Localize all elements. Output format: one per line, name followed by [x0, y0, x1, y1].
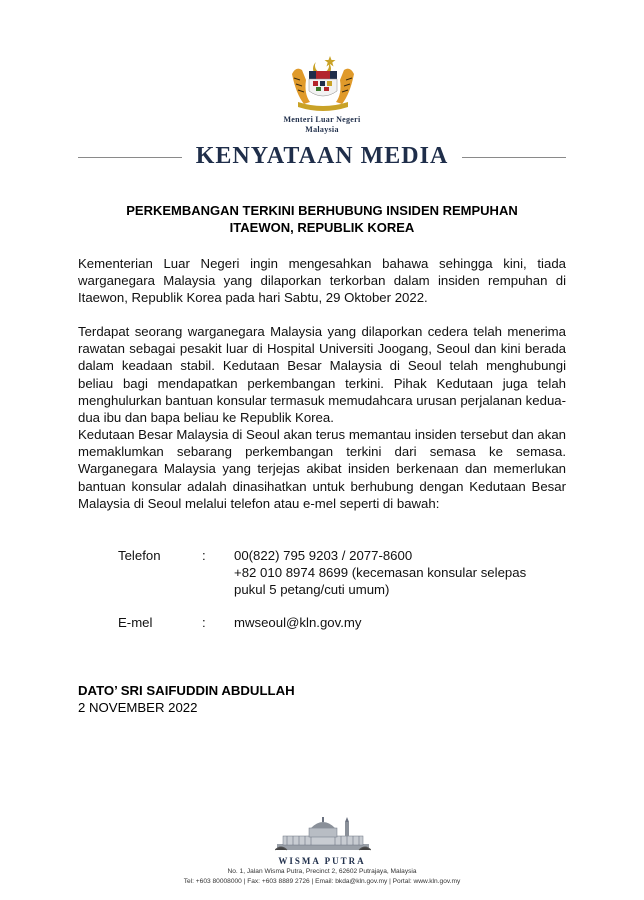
statement-heading-line2: ITAEWON, REPUBLIK KOREA — [229, 220, 415, 235]
title-divider-right — [462, 157, 566, 158]
signatory-name: DATO’ SRI SAIFUDDIN ABDULLAH — [78, 683, 295, 698]
ministry-name-line1: Menteri Luar Negeri — [283, 115, 361, 124]
statement-heading-line1: PERKEMBANGAN TERKINI BERHUBUNG INSIDEN REMPUHAN — [126, 203, 518, 218]
email-label: E-mel — [118, 615, 153, 630]
email-address: mwseoul@kln.gov.my — [234, 615, 362, 630]
footer-address: No. 1, Jalan Wisma Putra, Precinct 2, 62602 Putrajaya, Malaysia — [227, 868, 417, 875]
title-divider-left — [78, 157, 182, 158]
phone-label: Telefon — [118, 548, 161, 563]
wisma-putra-building-icon — [275, 814, 371, 854]
phone-number-main: 00(822) 795 9203 / 2077-8600 — [234, 548, 413, 563]
paragraph-2: Terdapat seorang warganegara Malaysia yang dilaporkan cedera telah menerima rawatan sebagai pesakit luar di Hospital Universiti Joogang, Seoul dan kini berada dalam keadaan stabil. Kedutaan Besar Malaysia di Seoul telah menghubungi beliau bagi mendapatkan perkembangan terkini. Pihak Kedutaan juga telah menghulurkan bantuan konsular termasuk memudahcara urusan perjalanan kedua-dua ibu dan bapa beliau ke Republik Korea. — [78, 324, 566, 426]
coat-of-arms-icon — [286, 52, 360, 114]
footer-building-name: WISMA PUTRA — [278, 856, 366, 866]
email-separator: : — [202, 615, 206, 630]
document-type-title: KENYATAAN MEDIA — [195, 143, 449, 169]
phone-number-emergency-note: pukul 5 petang/cuti umum) — [234, 582, 390, 597]
paragraph-3: Kedutaan Besar Malaysia di Seoul akan terus memantau insiden tersebut dan akan memaklumkan sebarang perkembangan terkini dari semasa ke semasa. Warganegara Malaysia yang terjejas akibat insiden berkenaan dan memerlukan bantuan konsular adalah dinasihatkan untuk berhubung dengan Kedutaan Besar Malaysia di Seoul melalui telefon atau e-mel seperti di bawah: — [78, 427, 566, 511]
statement-date: 2 NOVEMBER 2022 — [78, 700, 198, 715]
ministry-name-line2: Malaysia — [305, 125, 339, 134]
paragraph-1: Kementerian Luar Negeri ingin mengesahkan bahawa sehingga kini, tiada warganegara Malaysia yang dilaporkan terkorban dalam insiden rempuhan di Itaewon, Republik Korea pada hari Sabtu, 29 Oktober 2022. — [78, 256, 566, 306]
phone-separator: : — [202, 548, 206, 563]
phone-number-emergency: +82 010 8974 8699 (kecemasan konsular selepas — [234, 565, 527, 580]
footer-contact-line: Tel: +603 80008000 | Fax: +603 8889 2726 | Email: bkda@kln.gov.my | Portal: www.kln.gov.my — [183, 878, 461, 885]
